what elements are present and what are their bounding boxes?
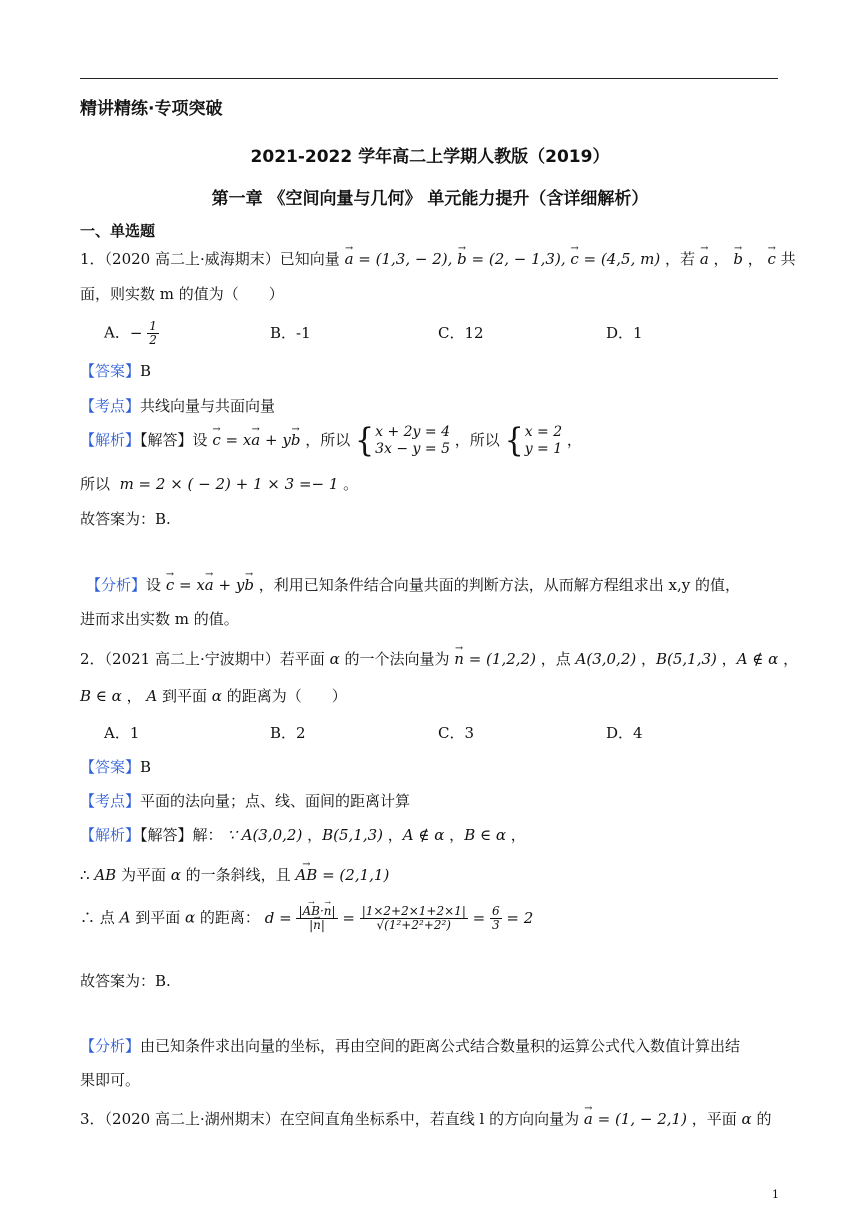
q2-stem-line2: B ∈ α ， A 到平面 α 的距离为（ ） (80, 687, 347, 705)
header-rule (80, 78, 778, 79)
q1-stem-line1: 1．（2020 高二上·威海期末）已知向量 → a = (1,3, − 2), → b = (2, − 1,3), → c = (4,5, m) ，若 → a ， → b ， → c 共 (80, 248, 796, 269)
q2-option-c: C．3 (438, 724, 475, 742)
q2-analysis: 【解析】【解答】解： ∵ A(3,0,2) ，B(5,1,3) ，A ∉ α ，B ∈ α ， (80, 826, 526, 844)
q1-analysis: 【解析】【解答】设 → c = x→ a + y→ b ，所以 { x + 2y = 4 3x − y = 5 ，所以 { x = 2 y = 1 ， (80, 424, 582, 458)
q1-conclusion: 故答案为：B. (80, 510, 171, 528)
page-number: 1 (772, 1188, 779, 1201)
q1-fenxi-line2: 进而求出实数 m 的值。 (80, 610, 239, 628)
q1-option-b: B．-1 (270, 324, 311, 342)
q1-option-a: A．− $\frac{1}{2}$ (104, 319, 157, 348)
q2-conclusion: 故答案为：B. (80, 972, 171, 990)
q2-answer: 【答案】B (80, 758, 152, 776)
q2-analysis-line3: ∴ 点 A 到平面 α 的距离： d = $\frac{|\to AB\cdot\to n|}{|\to n|}$ = $\frac{|1\times 2+2\times 1+2\times 1|}{\text{√(1²+2²+2²)}}$ = $\frac{6}{3}$ = 2 (80, 905, 533, 932)
section-heading: 一、单选题 (80, 222, 156, 240)
q1-topic: 【考点】共线向量与共面向量 (80, 397, 276, 415)
q2-option-a: A．1 (104, 724, 140, 742)
q3-stem-line1: 3．（2020 高二上·湖州期末）在空间直角坐标系中，若直线 l 的方向向量为 → a = (1, − 2,1) ，平面 α 的 (80, 1108, 771, 1129)
q1-stem-line2: 面，则实数 m 的值为（ ） (80, 285, 284, 303)
doc-title-line2: 第一章 《空间向量与几何》 单元能力提升（含详细解析） (211, 189, 649, 209)
q1-fenxi: 【分析】设 → c = x→ a + y→ b ，利用已知条件结合向量共面的判断方法，从而解方程组求出 x,y 的值， (86, 574, 740, 595)
q1-answer: 【答案】B (80, 362, 152, 380)
q2-topic: 【考点】平面的法向量；点、线、面间的距离计算 (80, 792, 411, 810)
q1-analysis-line2: 所以 m = 2 × ( − 2) + 1 × 3 =− 1 。 (80, 475, 359, 493)
doc-title-line1: 2021-2022 学年高二上学期人教版（2019） (250, 147, 610, 167)
q1-option-d: D．1 (606, 324, 643, 342)
q1-option-c: C．12 (438, 324, 484, 342)
q2-fenxi-line2: 果即可。 (80, 1071, 141, 1089)
series-title: 精讲精练·专项突破 (80, 99, 223, 119)
q2-analysis-line2: ∴ AB 为平面 α 的一条斜线，且 → AB = (2,1,1) (80, 864, 389, 885)
q2-stem-line1: 2．（2021 高二上·宁波期中）若平面 α 的一个法向量为 → n = (1,2,2) ，点 A(3,0,2) ，B(5,1,3) ，A ∉ α ， (80, 648, 798, 669)
q2-option-d: D．4 (606, 724, 643, 742)
q2-fenxi: 【分析】由已知条件求出向量的坐标，再由空间的距离公式结合数量积的运算公式代入数值计算出结 (80, 1037, 741, 1055)
q2-option-b: B．2 (270, 724, 306, 742)
